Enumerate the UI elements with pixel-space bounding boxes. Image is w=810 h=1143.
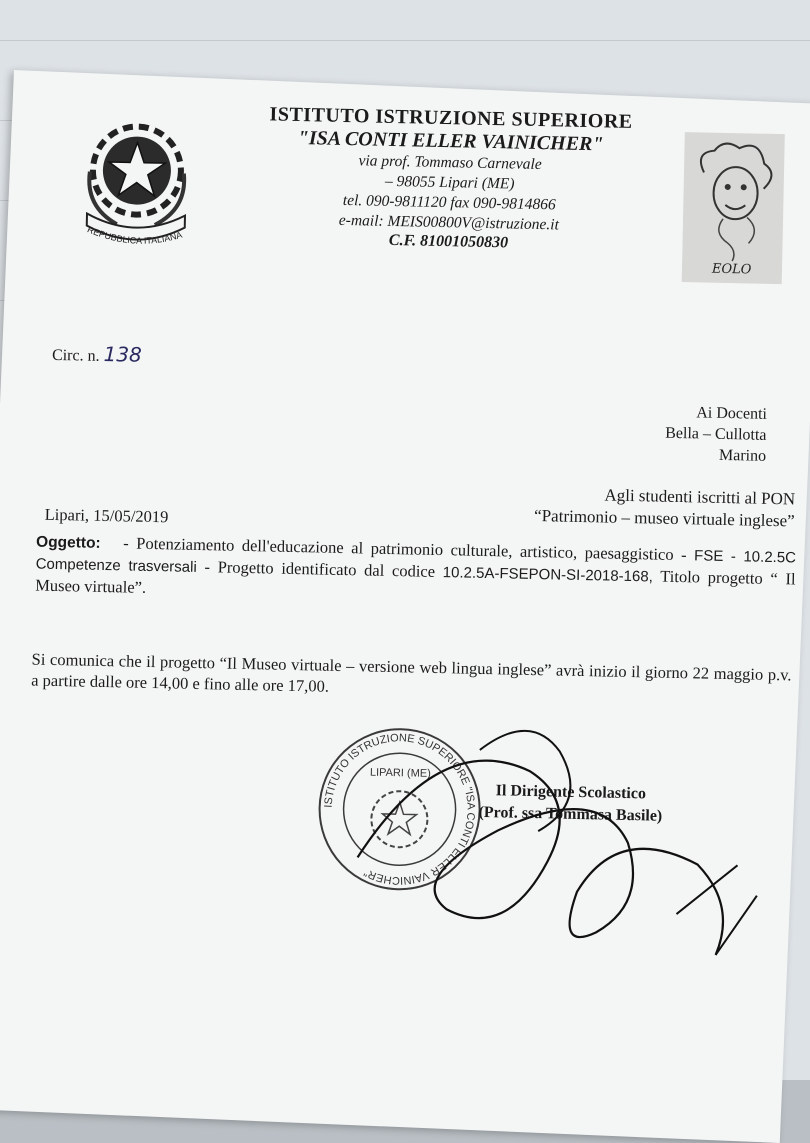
letter-sheet <box>0 70 810 1143</box>
subject-text-2: FSE - 10.2.5C Competenze trasversali <box>35 547 797 576</box>
email-address: e-mail: MEIS00800V@istruzione.it <box>338 211 560 234</box>
circular-label: Circ. n. <box>51 346 100 365</box>
subject-text-1: - Potenziamento dell'educazione al patrimonio culturale, artistico, paesaggistico - <box>123 533 687 565</box>
students-addressees <box>425 481 796 533</box>
subject-text-3: - Progetto identificato dal codice <box>204 557 436 581</box>
rule-line <box>0 40 810 41</box>
circular-handwritten-number: 138 <box>103 341 143 367</box>
subject-text-4: 10.2.5A-FSEPON-SI-2018-168, <box>442 564 654 586</box>
circular-number <box>52 341 142 367</box>
school-logo <box>682 132 785 284</box>
aeolus-face-icon <box>682 132 785 284</box>
students-line-1: Agli studenti iscritti al PON <box>604 485 796 509</box>
place-and-date: Lipari, 15/05/2019 <box>44 504 169 527</box>
signatory-title: Il Dirigente Scolastico <box>495 782 647 803</box>
teachers-addressees <box>506 398 767 466</box>
addressee-line-1: Ai Docenti <box>696 404 768 423</box>
subject-label: Oggetto: <box>35 533 101 552</box>
address-city: – 98055 Lipari (ME) <box>384 172 515 193</box>
handwritten-signature <box>295 706 780 976</box>
svg-text:REPUBBLICA ITALIANA <box>86 224 184 246</box>
tax-code: C.F. 81001050830 <box>388 231 509 252</box>
stamp-city: LIPARI (ME) <box>369 766 431 780</box>
addressee-line-3: Marino <box>718 446 767 465</box>
subject-text-5: Titolo progetto “ Il Museo virtuale”. <box>35 566 796 597</box>
signatory-name: (Prof. ssa Tommasa Basile) <box>478 803 663 825</box>
emblem-banner-text: REPUBBLICA ITALIANA <box>85 224 184 246</box>
emblem-banner <box>84 224 195 256</box>
stamp-ring-text: ISTITUTO ISTRUZIONE SUPERIORE "ISA CONTI ELLER VAINICHER" <box>322 732 477 887</box>
school-name-line-1: ISTITUTO ISTRUZIONE SUPERIORE <box>269 103 633 133</box>
subject-paragraph <box>35 531 796 612</box>
school-name-line-2: "ISA CONTI ELLER VAINICHER" <box>297 126 604 156</box>
body-paragraph: Si comunica che il progetto “Il Museo virtuale – versione web lingua inglese” avrà inizio il giorno 22 maggio p.v. a partire dalle ore 14,00 e fino alle ore 17,00. <box>31 649 792 696</box>
students-line-2: “Patrimonio – museo virtuale inglese” <box>533 505 795 531</box>
addressee-line-2: Bella – Cullotta <box>665 424 767 444</box>
address-street: via prof. Tommaso Carnevale <box>358 152 542 174</box>
school-header <box>238 103 661 256</box>
phone-fax: tel. 090-9811120 fax 090-9814866 <box>342 191 556 214</box>
logo-text: EOLO <box>711 261 752 278</box>
